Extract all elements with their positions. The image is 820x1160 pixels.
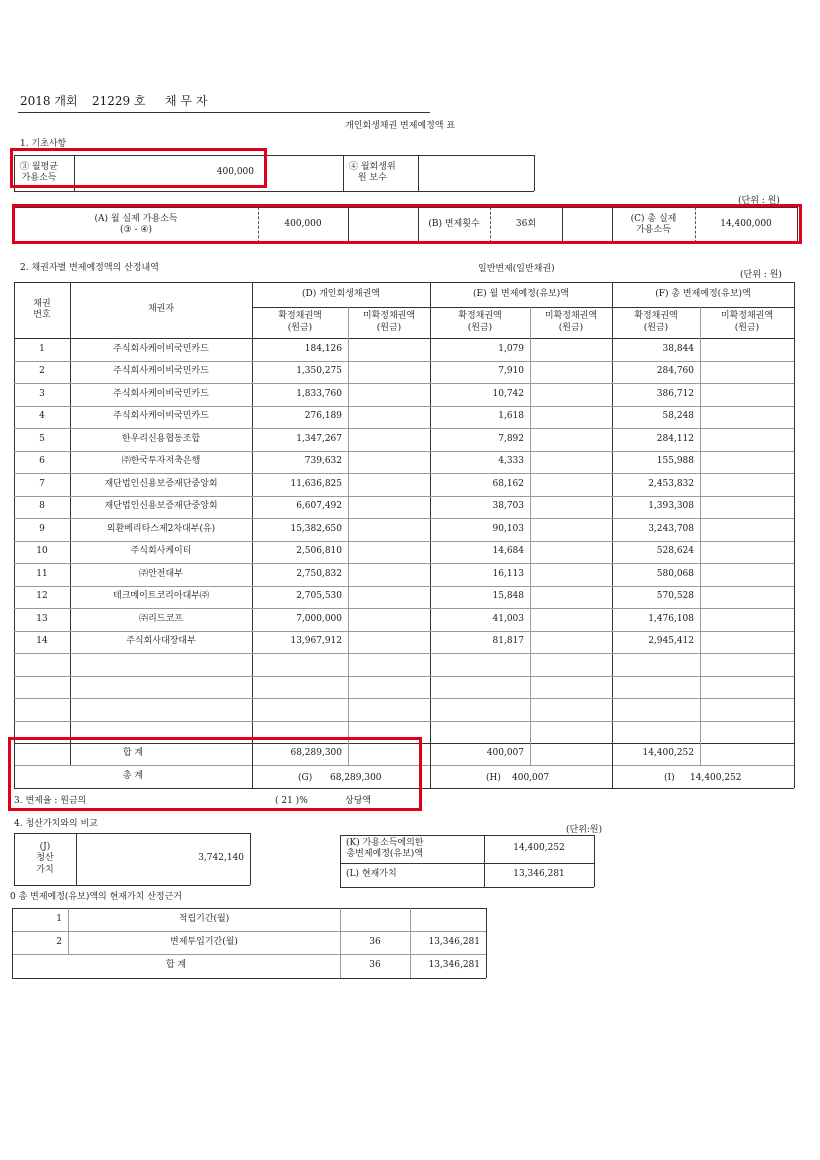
pv-row-1-value: [410, 908, 486, 931]
row-f: 155,988: [656, 456, 694, 467]
row-creditor: 주식회사케이비국민카드: [113, 411, 209, 422]
subtotal-e: 400,007: [486, 748, 524, 759]
pv-row-2-value: 13,346,281: [428, 936, 480, 947]
row-e: 81,817: [492, 636, 524, 647]
i-value: 14,400,252: [690, 773, 742, 783]
i-label: (I): [664, 773, 675, 783]
col-header-d-unconfirmed: 미확정채권액 (원금): [362, 311, 416, 333]
row-f: 570,528: [656, 591, 694, 602]
col-header-f-unconfirmed: 미확정채권액 (원금): [720, 311, 774, 333]
highlight-monthly-income: [10, 148, 267, 188]
row-creditor: 주식회사케이비국민카드: [113, 388, 209, 399]
row-f: 38,844: [662, 343, 694, 354]
section1-unit: (단위 : 원): [738, 196, 780, 206]
pv-row-2-label: 변제투입기간(월): [170, 936, 238, 947]
pv-row-1-label: 적립기간(월): [178, 913, 230, 924]
a-monthly-available-label: (A) 월 실제 가용소득 (③ - ④): [94, 213, 178, 235]
subtotal-f: 14,400,252: [642, 748, 694, 759]
section5-title: 0 총 변제예정(유보)액의 현재가치 산정근거: [10, 892, 182, 902]
row-d: 2,705,530: [296, 591, 342, 602]
row-e: 41,003: [492, 613, 524, 624]
row-f: 1,476,108: [648, 613, 694, 624]
row-d: 1,833,760: [296, 388, 342, 399]
k-total-value: 14,400,252: [513, 843, 565, 854]
row-d: 2,750,832: [296, 568, 342, 579]
row-f: 58,248: [662, 411, 694, 422]
col-header-creditor: 채권자: [147, 304, 175, 315]
row-no: 10: [36, 546, 48, 557]
row-f: 3,243,708: [648, 523, 694, 534]
trustee-fee-label: ④ 월회생위 원 보수: [349, 161, 396, 183]
col-header-no: 채권 번호: [33, 298, 51, 320]
row-f: 1,393,308: [648, 501, 694, 512]
col-header-e-unconfirmed: 미확정채권액 (원금): [544, 311, 598, 333]
row-d: 13,967,912: [290, 636, 342, 647]
pv-total-label: 합 계: [165, 960, 187, 971]
row-e: 38,703: [492, 501, 524, 512]
j-liquidation-value: 3,742,140: [198, 853, 244, 864]
row-creditor: ㈜리드코프: [139, 613, 183, 624]
c-total-available-label: (C) 총 실제 가용소득: [630, 213, 677, 235]
highlight-available-income: [12, 204, 802, 244]
row-f: 528,624: [656, 546, 694, 557]
case-number: 21229 호: [92, 94, 146, 108]
l-present-value-value: 13,346,281: [513, 869, 565, 880]
b-payment-count-label: (B) 변제횟수: [428, 219, 480, 230]
col-header-e-confirmed: 확정채권액 (원금): [458, 311, 502, 333]
debtor-label: 채 무 자: [165, 94, 208, 108]
row-no: 9: [39, 523, 45, 534]
col-header-d: (D) 개인회생채권액: [302, 288, 380, 299]
row-f: 284,112: [656, 433, 694, 444]
row-d: 184,126: [304, 343, 342, 354]
col-header-e: (E) 월 변제예정(유보)액: [473, 288, 569, 299]
row-no: 12: [36, 591, 48, 602]
row-e: 90,103: [492, 523, 524, 534]
row-f: 386,712: [656, 388, 694, 399]
b-payment-count-value: 36회: [515, 219, 537, 230]
j-liquidation-label: (J) 청산 가치: [36, 842, 54, 875]
pv-row-2-no: 2: [56, 936, 62, 947]
row-e: 7,910: [498, 366, 524, 377]
section4-unit: (단위:원): [566, 825, 603, 835]
highlight-totals-and-rate: [8, 737, 422, 811]
row-f: 284,760: [656, 366, 694, 377]
repayment-rate-suffix: 상당액: [345, 796, 372, 806]
row-no: 1: [39, 343, 45, 354]
monthly-income-value: 400,000: [216, 167, 254, 178]
row-d: 276,189: [304, 411, 342, 422]
row-creditor: 재단법인신용보증재단중앙회: [104, 501, 218, 512]
row-creditor: 주식회사케이비국민카드: [113, 366, 209, 377]
k-total-label: (K) 가용소득에의한 총변제예정(유보)액: [346, 837, 424, 859]
row-no: 6: [39, 456, 45, 467]
row-e: 1,618: [498, 411, 524, 422]
repayment-mode: 일반변제(일반채권): [478, 264, 555, 274]
pv-total-months: 36: [369, 960, 381, 971]
repayment-rate: ( 21 )%: [275, 796, 308, 806]
row-no: 5: [39, 433, 45, 444]
row-f: 2,453,832: [648, 478, 694, 489]
row-e: 7,892: [498, 433, 524, 444]
pv-total-value: 13,346,281: [428, 960, 480, 971]
row-creditor: 주식회사대장대부: [126, 636, 196, 647]
row-no: 2: [39, 366, 45, 377]
row-creditor: 테크메이트코리아대부㈜: [113, 591, 209, 602]
g-value: 68,289,300: [330, 773, 382, 783]
row-e: 1,079: [498, 343, 524, 354]
section2-unit: (단위 : 원): [740, 270, 782, 280]
subtotal-d: 68,289,300: [290, 748, 342, 759]
col-header-f-confirmed: 확정채권액 (원금): [634, 311, 678, 333]
row-d: 7,000,000: [296, 613, 342, 624]
pv-row-1-months: [340, 908, 410, 931]
row-no: 4: [39, 411, 45, 422]
row-e: 14,684: [492, 546, 524, 557]
row-e: 16,113: [492, 568, 524, 579]
row-d: 15,382,650: [290, 523, 342, 534]
row-d: 2,506,810: [296, 546, 342, 557]
row-creditor: ㈜안전대부: [139, 568, 183, 579]
row-no: 3: [39, 388, 45, 399]
c-total-available-value: 14,400,000: [720, 219, 772, 230]
row-d: 739,632: [304, 456, 342, 467]
total-label: 총 계: [122, 770, 144, 781]
section3-title: 3. 변제율 : 원금의: [14, 796, 87, 806]
row-creditor: 한우리신용협동조합: [121, 433, 201, 444]
row-d: 6,607,492: [296, 501, 342, 512]
pv-row-1-no: 1: [56, 913, 62, 924]
subtotal-label: 합 계: [122, 748, 144, 759]
row-no: 14: [36, 636, 48, 647]
row-creditor: 주식회사케이티: [130, 546, 192, 557]
row-e: 4,333: [498, 456, 524, 467]
row-d: 1,350,275: [296, 366, 342, 377]
row-no: 8: [39, 501, 45, 512]
pv-row-2-months: 36: [369, 936, 381, 947]
case-year: 2018 개회: [20, 94, 78, 108]
row-d: 1,347,267: [296, 433, 342, 444]
row-f: 2,945,412: [648, 636, 694, 647]
monthly-income-label: ③ 월평균 가용소득: [20, 161, 58, 183]
col-header-d-confirmed: 확정채권액 (원금): [278, 311, 322, 333]
section4-title: 4. 청산가치와의 비교: [14, 819, 98, 829]
row-creditor: 외환베리타스제2차대부(유): [106, 523, 216, 534]
row-creditor: ㈜한국투자저축은행: [121, 456, 201, 467]
row-creditor: 재단법인신용보증재단중앙회: [104, 478, 218, 489]
row-no: 7: [39, 478, 45, 489]
row-e: 15,848: [492, 591, 524, 602]
row-e: 68,162: [492, 478, 524, 489]
h-label: (H): [486, 773, 501, 783]
section1-title: 1. 기초사항: [20, 139, 67, 149]
row-e: 10,742: [492, 388, 524, 399]
h-value: 400,007: [512, 773, 550, 783]
a-monthly-available-value: 400,000: [284, 219, 322, 230]
row-no: 11: [36, 568, 48, 579]
g-label: (G): [298, 773, 313, 783]
col-header-f: (F) 총 변제예정(유보)액: [655, 288, 751, 299]
row-d: 11,636,825: [290, 478, 342, 489]
section2-title: 2. 채권자별 변제예정액의 산정내역: [20, 263, 159, 273]
row-f: 580,068: [656, 568, 694, 579]
row-creditor: 주식회사케이비국민카드: [113, 343, 209, 354]
row-no: 13: [36, 613, 48, 624]
document-title: 개인회생채권 변제예정액 표: [345, 121, 456, 131]
l-present-value-label: (L) 현재가치: [346, 869, 397, 880]
